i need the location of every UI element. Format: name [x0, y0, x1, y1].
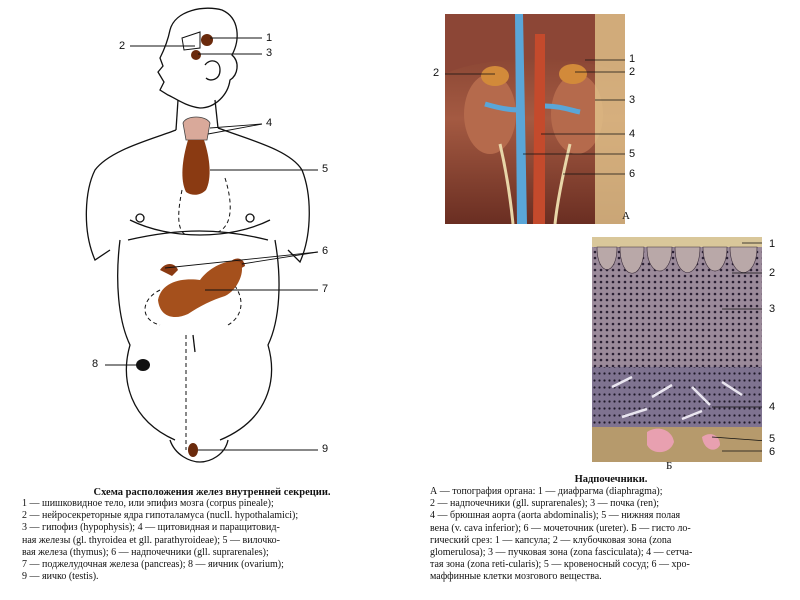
adrenal-histology-illustration — [592, 237, 762, 462]
right-caption-line: гический срез: 1 — капсула; 2 — клубочковая зона (zona — [430, 534, 672, 546]
right-caption-line: 4 — брюшная аорта (aorta abdominalis); 5 — нижняя полая — [430, 510, 681, 522]
histo-label-5: 5 — [769, 433, 776, 445]
label-1: 1 — [266, 32, 273, 44]
topo-label-2-right: 2 — [629, 66, 636, 78]
topo-label-2-left: 2 — [433, 67, 440, 79]
right-caption-line: А — топография органа: 1 — диафрагма (diaphragma); — [430, 486, 663, 497]
label-3: 3 — [266, 47, 273, 59]
right-caption-line: вена (v. cava inferior); 6 — мочеточник (ureter). Б — гисто ло- — [430, 522, 691, 534]
topo-label-4: 4 — [629, 128, 636, 140]
panel-letter-b: Б — [666, 460, 673, 472]
histo-label-1: 1 — [769, 238, 776, 250]
topo-label-3: 3 — [629, 94, 636, 106]
left-caption-line: вая железа (thymus); 6 — надпочечники (gll. suprarenales); — [22, 546, 269, 558]
left-caption-line: 3 — гипофиз (hypophysis); 4 — щитовидная и паращитовид- — [22, 522, 280, 534]
label-2: 2 — [119, 40, 126, 52]
left-caption-line: 2 — нейросекреторные ядра гипоталамуса (nucll. hypothalamici); — [22, 510, 299, 522]
topo-label-5: 5 — [629, 148, 636, 160]
right-caption-line: маффинные клетки мозгового вещества. — [430, 571, 602, 583]
label-8: 8 — [92, 358, 99, 370]
left-caption — [22, 487, 402, 583]
histo-label-2: 2 — [769, 267, 776, 279]
right-caption-line: тая зона (zona reti-cularis); 5 — кровеносный сосуд; 6 — хро- — [430, 559, 690, 571]
label-9: 9 — [322, 443, 329, 455]
adrenal-topography-illustration — [445, 14, 625, 224]
histo-label-6: 6 — [769, 446, 776, 458]
topo-label-1: 1 — [629, 53, 636, 65]
label-4: 4 — [266, 117, 273, 129]
body-outline-drawing — [0, 0, 400, 480]
label-6: 6 — [322, 245, 329, 257]
right-caption — [430, 474, 792, 584]
right-caption-line: 2 — надпочечники (gll. suprarenales); 3 — почка (ren); — [430, 498, 660, 510]
left-caption-line: 7 — поджелудочная железа (pancreas); 8 — яичник (ovarium); — [22, 559, 284, 571]
right-caption-line: glomerulosa); 3 — пучковая зона (zona fasciculata); 4 — сетча- — [430, 547, 693, 559]
histo-label-3: 3 — [769, 303, 776, 315]
left-caption-line: 1 — шишковидное тело, или эпифиз мозга (corpus pineale); — [22, 498, 274, 509]
left-caption-line: 9 — яичко (testis). — [22, 571, 99, 583]
histo-label-4: 4 — [769, 401, 776, 413]
label-5: 5 — [322, 163, 329, 175]
left-caption-line: ная железы (gl. thyroidea et gll. parathyroideae); 5 — вилочко- — [22, 534, 281, 546]
right-caption-title: Надпочечники. — [574, 474, 648, 485]
panel-letter-a: А — [622, 210, 630, 222]
topo-label-6: 6 — [629, 168, 636, 180]
left-caption-title: Схема расположения желез внутренней секреции. — [93, 487, 331, 498]
label-7: 7 — [322, 283, 329, 295]
